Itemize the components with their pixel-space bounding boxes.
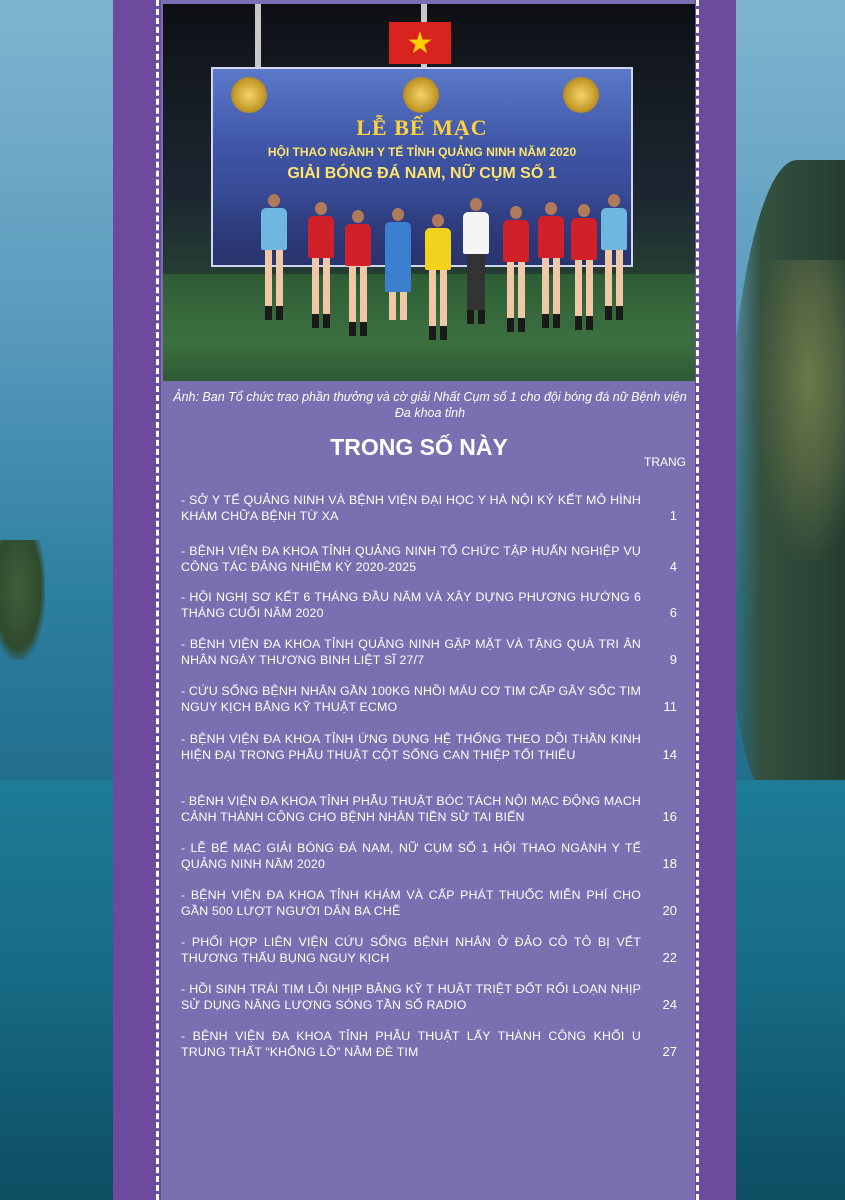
person	[261, 194, 287, 320]
toc-entry-title: - CỨU SỐNG BỆNH NHÂN GẦN 100KG NHỒI MÁU CƠ TIM CẤP GÂY SỐC TIM NGUY KỊCH BẰNG KỸ THUẬT ECMO	[181, 684, 641, 714]
toc-entry[interactable]	[181, 589, 681, 621]
player	[571, 204, 597, 330]
toc-entry-page-number: 22	[662, 950, 677, 965]
toc-entry[interactable]	[181, 934, 681, 966]
photo-caption: Ảnh: Ban Tổ chức trao phần thưởng và cờ giải Nhất Cụm số 1 cho đội bóng đá nữ Bệnh viện Đa khoa tỉnh	[173, 390, 687, 420]
banner-subtitle: HỘI THAO NGÀNH Y TẾ TỈNH QUẢNG NINH NĂM 2020	[267, 145, 577, 159]
toc-entry-page-number: 9	[669, 652, 677, 667]
banner-event: GIẢI BÓNG ĐÁ NAM, NỮ CỤM SỐ 1	[287, 165, 557, 182]
banner-title: LỄ BẾ MẠC	[356, 115, 488, 140]
toc-entry[interactable]	[181, 731, 681, 763]
toc-entry[interactable]	[181, 793, 681, 825]
toc-entry-page-number: 6	[669, 605, 677, 620]
toc-entry[interactable]	[181, 887, 681, 919]
section-heading: TRONG SỐ NÀY	[330, 434, 508, 460]
toc-entry-page-number: 11	[663, 699, 677, 714]
page-column-label: TRANG	[644, 455, 686, 469]
toc-entry-title: - BỆNH VIỆN ĐA KHOA TỈNH ỨNG DỤNG HỆ THỐNG THEO DÕI THẦN KINH HIỆN ĐẠI TRONG PHẪU THUẬT CỘT SỐNG CAN THIỆP TỐI THIỂU	[181, 732, 641, 762]
star-icon: ★	[406, 26, 434, 60]
player-with-pennant	[425, 214, 451, 340]
toc-entry-title: - BỆNH VIỆN ĐA KHOA TỈNH QUẢNG NINH GẶP MẶT VÀ TẶNG QUÀ TRI ÂN NHÂN NGÀY THƯƠNG BINH LIỆT SĨ 27/7	[181, 637, 641, 667]
toc-entry-title: - BỆNH VIỆN ĐA KHOA TỈNH PHẪU THUẬT BÓC TÁCH NỘI MẠC ĐỘNG MẠCH CẢNH THÀNH CÔNG CHO BỆNH NHÂN TIỀN SỬ TAI BIẾN	[181, 794, 642, 824]
toc-entry-page-number: 4	[669, 559, 677, 574]
player	[308, 202, 334, 328]
toc-entry-page-number: 20	[662, 903, 677, 918]
toc-entry-page-number: 16	[662, 809, 677, 824]
toc-entry[interactable]	[181, 1028, 681, 1060]
toc-entry-title: - BỆNH VIỆN ĐA KHOA TỈNH PHẪU THUẬT LẤY THÀNH CÔNG KHỐI U TRUNG THẤT “KHỔNG LỒ” NẰM ĐÈ TIM	[181, 1029, 641, 1059]
background-vegetation-right	[755, 260, 845, 560]
toc-entry-title: - BỆNH VIỆN ĐA KHOA TỈNH KHÁM VÀ CẤP PHÁT THUỐC MIỄN PHÍ CHO GẦN 500 LƯỢT NGƯỜI DÂN BA CHẼ	[181, 888, 641, 918]
toc-entry[interactable]	[181, 840, 681, 872]
emblem-left-icon	[231, 77, 267, 113]
toc-entry-title: - HỒI SINH TRÁI TIM LỖI NHỊP BẰNG KỸ T HUẬT TRIỆT ĐỐT RỐI LOẠN NHỊP SỬ DỤNG NĂNG LƯỢNG SÓNG TẦN SỐ RADIO	[181, 982, 641, 1012]
toc-entry-page-number: 18	[662, 856, 677, 871]
toc-entry-title: - LỄ BẾ MẠC GIẢI BÓNG ĐÁ NAM, NỮ CỤM SỐ 1 HỘI THAO NGÀNH Y TẾ QUẢNG NINH NĂM 2020	[181, 841, 641, 871]
toc-entry-page-number: 14	[662, 747, 677, 762]
toc-entry-title: - HỘI NGHỊ SƠ KẾT 6 THÁNG ĐẦU NĂM VÀ XÂY DỰNG PHƯƠNG HƯỚNG 6 THÁNG CUỐI NĂM 2020	[181, 590, 641, 620]
dashed-border-left	[156, 0, 159, 1200]
toc-entry[interactable]	[181, 636, 681, 668]
background-islet-left	[0, 540, 45, 660]
toc-entry-page-number: 24	[662, 997, 677, 1012]
toc-entry-page-number: 1	[669, 508, 677, 523]
toc-entry[interactable]	[181, 683, 681, 715]
official	[463, 198, 489, 324]
national-flag	[389, 22, 451, 64]
player	[538, 202, 564, 328]
toc-entry[interactable]	[181, 981, 681, 1013]
toc-entry-page-number: 27	[662, 1044, 677, 1059]
emblem-center-icon	[403, 77, 439, 113]
person	[601, 194, 627, 320]
toc-entry-title: - PHỐI HỢP LIÊN VIỆN CỨU SỐNG BỆNH NHÂN Ở ĐẢO CÔ TÔ BỊ VẾT THƯƠNG THẤU BỤNG NGUY KỊCH	[181, 935, 641, 965]
toc-entry[interactable]	[181, 543, 681, 575]
emblem-right-icon	[563, 77, 599, 113]
dashed-border-right	[696, 0, 699, 1200]
official	[385, 208, 411, 334]
player	[503, 206, 529, 332]
toc-entry[interactable]	[181, 492, 681, 524]
cover-photo	[163, 4, 695, 381]
toc-entry-title: - BỆNH VIỆN ĐA KHOA TỈNH QUẢNG NINH TỔ CHỨC TẬP HUẤN NGHIỆP VỤ CÔNG TÁC ĐẢNG NHIỆM KỲ 2020-2025	[181, 544, 641, 574]
toc-entry-title: - SỞ Y TẾ QUẢNG NINH VÀ BỆNH VIỆN ĐẠI HỌC Y HÀ NỘI KÝ KẾT MÔ HÌNH KHÁM CHỮA BỆNH TỪ XA	[181, 493, 641, 523]
player	[345, 210, 371, 336]
